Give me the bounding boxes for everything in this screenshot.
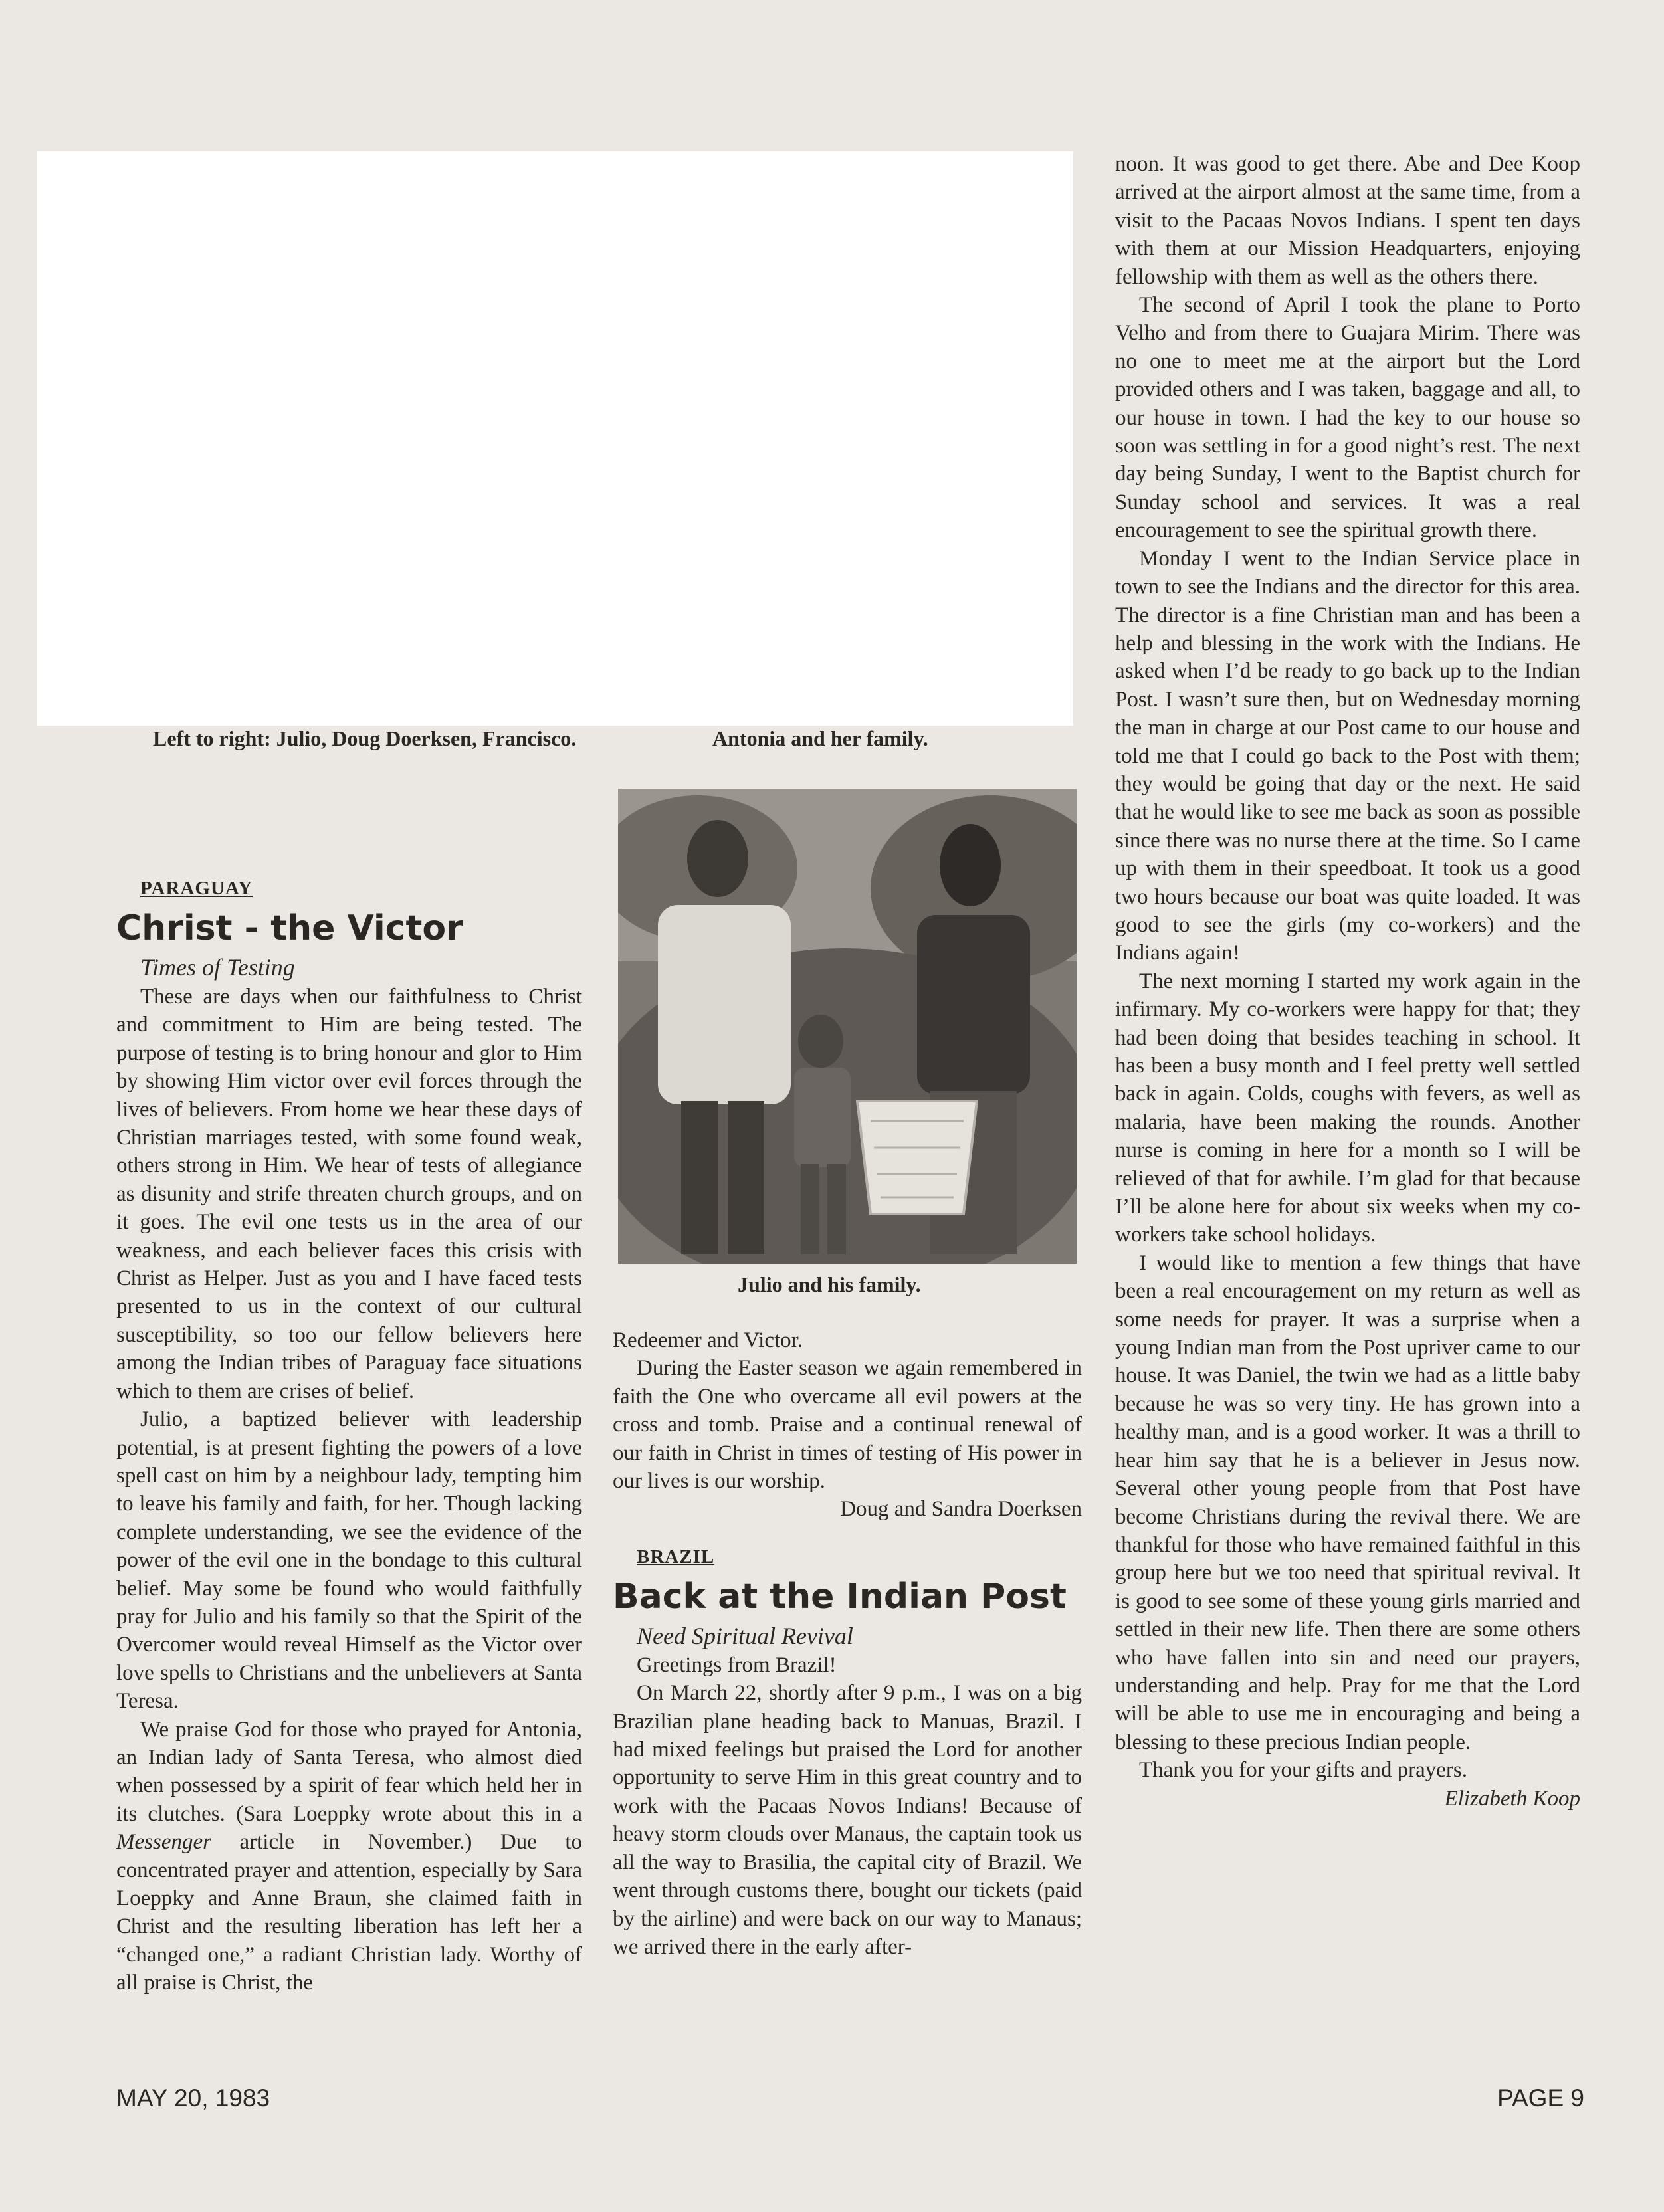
paraguay-continued: Redeemer and Victor. [613,1328,803,1352]
photo-illustration [618,789,1077,1264]
julio-family-photo [618,789,1077,1264]
brazil-paragraph-2: The second of April I took the plane to Porto Velho and from there to Guajara Mirim. There was no one to meet me at the airport but the Lord provided others and I was taken, baggage and all, to our house in town. I had the key to our house so soon was settling in for a good night’s rest. The next day being Sunday, I went to the Baptist church for Sunday school and services. It was a real encouragement to see the spiritual growth there. [1115,293,1580,543]
brazil-paragraph-4: The next morning I started my work again in the infirmary. My co-workers were happy for that; they had been doing that besides teaching in school. It has been a busy month and I feel pretty well settled back in again. Colds, coughs with fevers, as well as malaria, have been making the rounds. Another nurse is coming in here for a month so I will be relieved of that for awhile. I’m glad for that because I’ll be alone here for about six weeks when my co-workers take school holidays. [1115,969,1580,1247]
section-label-brazil: BRAZIL [637,1546,715,1567]
section-label-paraguay: PARAGUAY [140,878,253,899]
paraguay-paragraph-3-start: We praise God for those who prayed for Antonia, an Indian lady of Santa Teresa, who almost died when possessed by a spirit of fear which held her in its clutches. (Sara Loeppky wrote about this in a [116,1717,582,1826]
paraguay-paragraph-3 [116,1716,582,1997]
column-right [1115,150,1580,1813]
headline-christ-the-victor: Christ - the Victor [116,908,463,948]
photo-caption-left: Left to right: Julio, Doug Doerksen, Francisco. [153,726,577,750]
column-middle [613,1326,1082,1961]
subhead-times-of-testing: Times of Testing [140,954,295,981]
paraguay-signature: Doug and Sandra Doerksen [840,1497,1082,1522]
brazil-paragraph-journey: On March 22, shortly after 9 p.m., I was on a big Brazilian plane heading back to Manuas, Brazil. I had mixed feelings but praised the Lord for another opportunity to serve Him in this great country and to work with the Pacaas Novos Indians! Because of heavy storm clouds over Manaus, the captain took us all the way to Brasilia, the capital city of Brazil. We went through customs there, bought our tickets (paid by the airline) and were back on our way to Manaus; we arrived there in the early after- [613,1681,1082,1959]
photo-caption-middle: Antonia and her family. [712,726,928,750]
brazil-paragraph-6: Thank you for your gifts and prayers. [1139,1758,1467,1783]
paraguay-paragraph-2: Julio, a baptized believer with leadership potential, is at present fighting the powers of a love spell cast on him by a neighbour lady, tempting him to leave his family and faith, for her. Though lacking complete understanding, we see the evidence of the power of the evil one in the bondage to this cultural belief. May some be found who would faithfully pray for Julio and his family so that the Spirit of the Overcomer would reveal Himself as the Victor over love spells to Christians and the unbelievers at Santa Teresa. [116,1407,582,1714]
brazil-signature: Elizabeth Koop [1444,1786,1580,1811]
brazil-paragraph-1: noon. It was good to get there. Abe and Dee Koop arrived at the airport almost at the same time, from a visit to the Pacaas Novos Indians. I spent ten days with them at our Mission Headquarters, enjoying fellowship with them as well as the others there. [1115,152,1580,289]
photo-caption-julio: Julio and his family. [738,1272,921,1296]
paraguay-paragraph-1: These are days when our faithfulness to Christ and commitment to Him are being tested. The purpose of testing is to bring honour and glor to Him by showing Him victor over evil forces through the lives of believers. From home we hear these days of Christian marriages tested, with some found weak, others strong in Him. We hear of tests of allegiance as disunity and strife threaten church groups, and on it goes. The evil one tests us in the area of our weakness, and each believer faces this crisis with Christ as Helper. Just as you and I have faced tests presented to us in the context of our cultural susceptibility, so too our fellow believers here among the Indian tribes of Paraguay face situations which to them are crises of belief. [116,985,582,1403]
column-left [116,875,582,1997]
headline-back-at-indian-post: Back at the Indian Post [613,1576,1067,1617]
subhead-need-spiritual-revival: Need Spiritual Revival [637,1622,853,1649]
paraguay-paragraph-3-end: article in November.) Due to concentrated prayer and attention, especially by Sara Loeppky and Anne Braun, she claimed faith in Christ and the resulting liberation has left her a “changed one,” a radiant Christian lady. Worthy of all praise is Christ, the [116,1830,582,1995]
brazil-greeting: Greetings from Brazil! [637,1653,837,1677]
footer-page-number: PAGE 9 [1497,2084,1584,2112]
redacted-photo-area [37,151,1073,726]
paraguay-easter-paragraph: During the Easter season we again remembered in faith the One who overcame all evil powers at the cross and tomb. Praise and a continual renewal of our faith in Christ in times of testing of His power in our lives is our worship. [613,1356,1082,1494]
brazil-paragraph-3: Monday I went to the Indian Service place in town to see the Indians and the director for this area. The director is a fine Christian man and has been a help and blessing in the work with the Indians. He asked when I’d be ready to go back up to the Indian Post. I wasn’t sure then, but on Wednesday morning the man in charge at our Post came to our house and told me that I could go back to the Post with them; they would be going that day or the next. He said that he would like to see me back as soon as possible since there was no nurse there at the time. So I came up with them in their speedboat. It took us a good two hours because our boat was quite loaded. It was good to see the girls (my co-workers) and the Indians again! [1115,546,1580,965]
brazil-paragraph-5: I would like to mention a few things that have been a real encouragement on my return as well as some needs for prayer. It was a surprise when a young Indian man from the Post upriver came to our house. It was Daniel, the twin we had as a little baby because he was so very tiny. He has grown into a healthy man, and is a good worker. It was a thrill to hear him say that he is a believer in Jesus now. Several other young people from that Post have become Christians during the revival there. We are thankful for those who have remained faithful in this group here but we too need that spiritual revival. It is good to see some of these young girls married and settled in their new life. Then there are some others who have fallen into sin and need our prayers, understanding and help. Pray for me that the Lord will be able to use me in encouraging and being a blessing to these precious Indian people. [1115,1251,1580,1754]
footer-date: MAY 20, 1983 [116,2084,270,2112]
messenger-italic: Messenger [116,1830,211,1855]
